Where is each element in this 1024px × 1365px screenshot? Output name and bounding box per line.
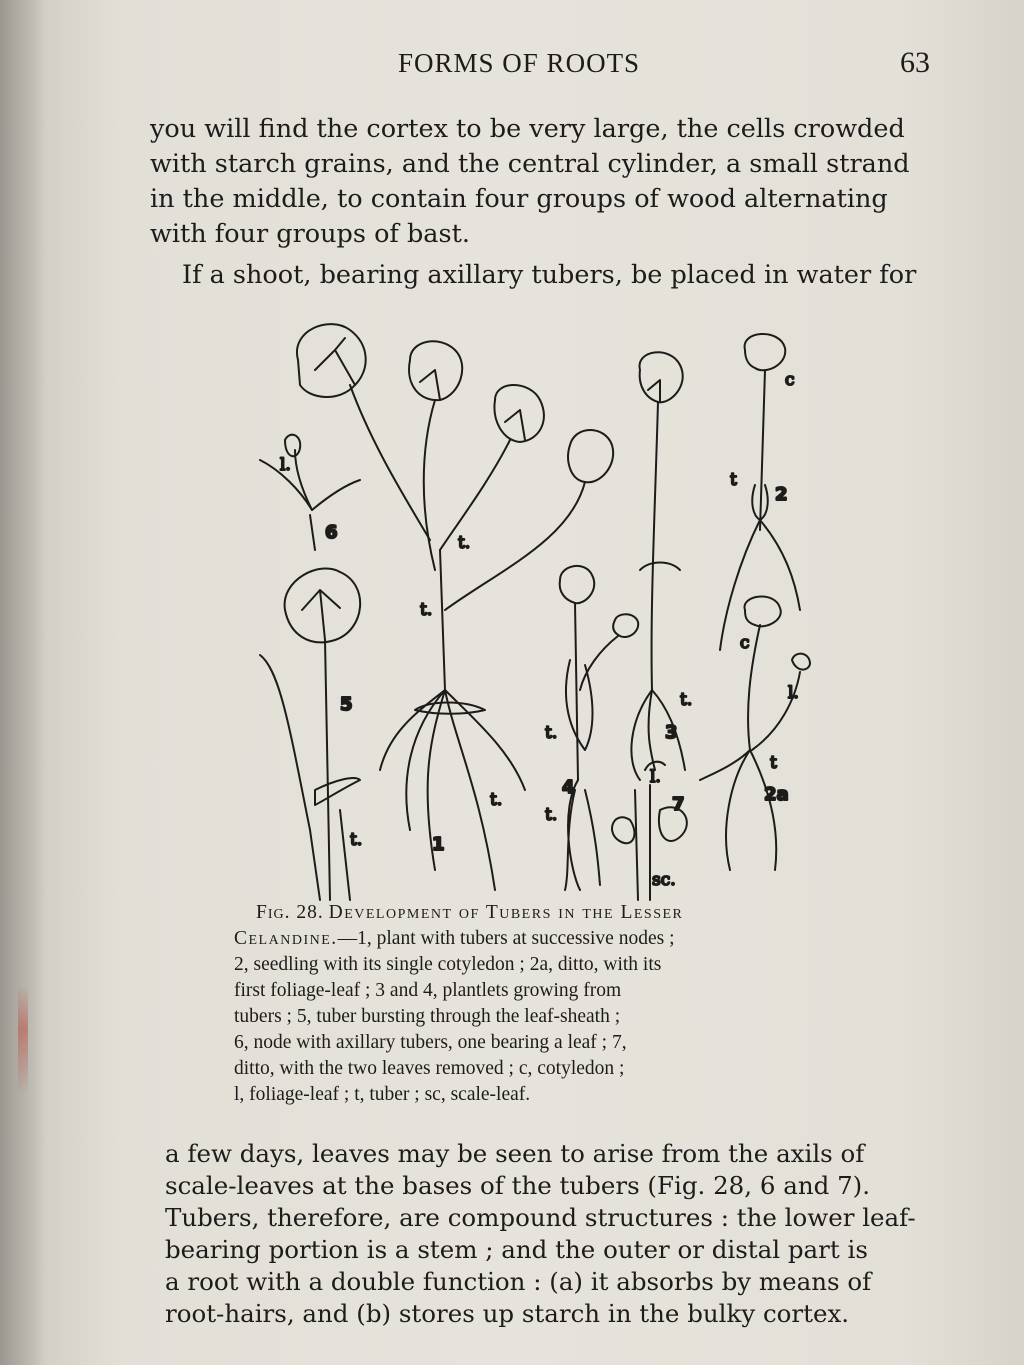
plant-6-drawing	[260, 435, 360, 550]
text-line: scale-leaves at the bases of the tubers (Fig. 28, 6 and 7).	[165, 1171, 870, 1200]
caption-title: Development of Tubers in the Lesser	[328, 902, 684, 923]
text-line: If a shoot, bearing axillary tubers, be placed in water for	[182, 260, 917, 290]
figure-label-t-plain: t	[770, 753, 777, 773]
figure-label-t: t.	[545, 805, 558, 825]
caption-line: tubers ; 5, tuber bursting through the leaf-sheath ;	[234, 1006, 621, 1027]
caption-line: l, foliage-leaf ; t, tuber ; sc, scale-leaf.	[234, 1084, 531, 1105]
figure-label-t: t.	[490, 790, 503, 810]
caption-line	[234, 926, 834, 952]
figure-label-2: 2	[775, 484, 788, 505]
plant-2-drawing	[700, 334, 810, 870]
figure-label-l: l.	[280, 455, 291, 475]
figure-label-sc: sc.	[652, 870, 676, 890]
text-line: you will find the cortex to be very large, the cells crowded	[150, 114, 905, 144]
caption-line: ditto, with the two leaves removed ; c, cotyledon ;	[234, 1058, 625, 1079]
figure-label-t: t.	[545, 723, 558, 743]
figure-label-l: l.	[650, 767, 661, 787]
text-line: bearing portion is a stem ; and the outer or distal part is	[165, 1235, 868, 1264]
figure-label-2a: 2a	[764, 784, 789, 805]
text-line: with starch grains, and the central cylinder, a small strand	[150, 149, 910, 179]
caption-title-continued: Celandine.	[234, 928, 338, 949]
celandine-tuber-illustration	[240, 310, 820, 905]
figure-label-c: c	[785, 370, 795, 390]
page-header	[150, 44, 930, 84]
text-line: with four groups of bast.	[150, 219, 470, 249]
plant-1-drawing	[297, 324, 613, 890]
plant-5-drawing	[260, 568, 363, 900]
text-line: a few days, leaves may be seen to arise from the axils of	[165, 1139, 865, 1168]
text-line: root-hairs, and (b) stores up starch in the bulky cortex.	[165, 1299, 850, 1328]
paragraph-second	[150, 258, 922, 293]
figure-label-t: t.	[680, 690, 693, 710]
figure-label-1: 1	[432, 834, 445, 855]
text-line: a root with a double function : (a) it absorbs by means of	[165, 1267, 872, 1296]
text-line: in the middle, to contain four groups of wood alternating	[150, 184, 888, 214]
caption-line: 2, seedling with its single cotyledon ; 2a, ditto, with its	[234, 954, 662, 975]
figure-label-t-plain: t	[730, 470, 737, 490]
figure-label-t: t.	[420, 600, 433, 620]
page-gutter-shadow	[0, 0, 46, 1365]
paragraph-top	[150, 112, 922, 252]
figure-label-t: t.	[350, 830, 363, 850]
caption-figure-label: Fig. 28.	[256, 902, 324, 923]
plant-3-drawing	[631, 352, 685, 780]
figure-label-t: t.	[458, 533, 471, 553]
plant-4-drawing	[560, 566, 639, 890]
figure-label-4: 4	[562, 777, 575, 798]
caption-line	[234, 900, 834, 926]
running-title: FORMS OF ROOTS	[398, 48, 641, 78]
figure-caption	[234, 900, 834, 1108]
figure-label-6: 6	[325, 522, 338, 543]
figure-label-7: 7	[672, 794, 685, 815]
figure-label-l: l.	[788, 683, 799, 703]
caption-line: first foliage-leaf ; 3 and 4, plantlets growing from	[234, 980, 622, 1001]
figure-label-3: 3	[665, 722, 678, 743]
figure-label-c: c	[740, 633, 750, 653]
page-number: 63	[900, 46, 930, 79]
figure-label-5: 5	[340, 694, 353, 715]
page-edge-stain	[18, 985, 28, 1095]
caption-line: 6, node with axillary tubers, one bearing a leaf ; 7,	[234, 1032, 627, 1053]
text-line: Tubers, therefore, are compound structures : the lower leaf-	[165, 1203, 916, 1232]
caption-text: —1, plant with tubers at successive nodes ;	[337, 928, 675, 949]
paragraph-bottom	[165, 1138, 916, 1330]
